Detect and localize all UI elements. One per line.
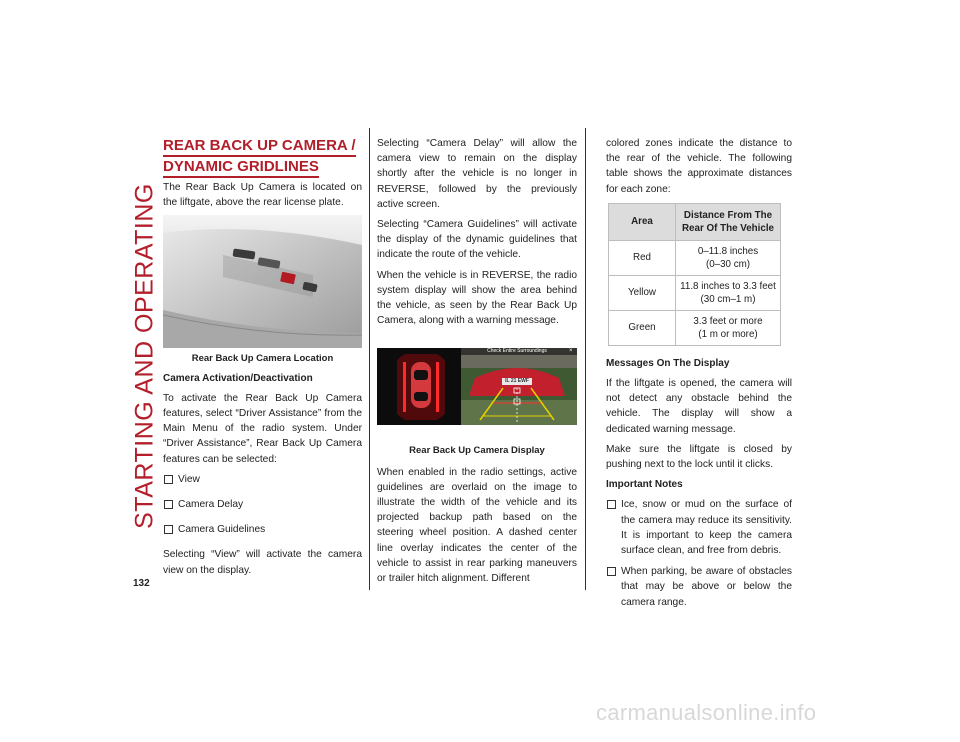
activation-paragraph: To activate the Rear Back Up Camera features, select “Driver Assistance” from the Main Menu of the radio system. Under “Driver Assistance”, Rear Back Up Camera features can be selected: (163, 392, 362, 465)
messages-subheading: Messages On The Display (606, 357, 730, 369)
activation-subheading: Camera Activation/Deactivation (163, 372, 313, 384)
license-plate: IL 21 EWF (505, 378, 529, 385)
table-row: Yellow 11.8 inches to 3.3 feet (30 cm–1 m) (609, 275, 781, 310)
note-ice-snow: Ice, snow or mud on the surface of the camera may reduce its sensitivity. It is important to keep the camera surface clean, and free from debris. (606, 497, 792, 558)
liftgate-paragraph: If the liftgate is opened, the camera will not detect any obstacle behind the vehicle. The display will show a dedicated warning message. (606, 378, 792, 435)
column-2 (377, 136, 577, 591)
checkbox-icon (164, 500, 173, 509)
table-row: Green 3.3 feet or more (1 m or more) (609, 310, 781, 345)
checkbox-icon (164, 475, 173, 484)
column-divider-2 (585, 128, 586, 590)
reverse-paragraph: When the vehicle is in REVERSE, the radio system display will show the area behind the vehicle, as seen by the Rear Back Up Camera, along with a warning message. (377, 269, 577, 327)
option-view: View (163, 472, 362, 487)
option-camera-guidelines: Camera Guidelines (163, 522, 362, 537)
intro-paragraph: The Rear Back Up Camera is located on the liftgate, above the rear license plate. (163, 182, 362, 209)
side-section-title: STARTING AND OPERATING (130, 182, 159, 529)
camera-location-figure (163, 215, 362, 348)
camera-guidelines-paragraph: Selecting “Camera Guidelines” will activate the display of the dynamic guidelines that indicate the route of the vehicle. (377, 219, 577, 261)
notes-subheading: Important Notes (606, 479, 683, 491)
checkbox-icon (164, 525, 173, 534)
section-heading: REAR BACK UP CAMERA / DYNAMIC GRIDLINES (163, 136, 362, 178)
guidelines-paragraph: When enabled in the radio settings, active guidelines are overlaid on the image to illustrate the width of the vehicle and its projected backup path based on the steering wheel position. A dashed center line overlay indicates the center of the vehicle to assist in rear parking maneuvers or trailer hitch alignment. Different (377, 466, 577, 585)
column-divider-1 (369, 128, 370, 590)
distance-table (608, 203, 781, 346)
figure-2-caption: Rear Back Up Camera Display (409, 445, 545, 457)
column-3 (606, 136, 792, 616)
table-header-distance: Distance From The Rear Of The Vehicle (676, 203, 781, 240)
close-icon[interactable]: × (569, 348, 573, 355)
figure-1-caption: Rear Back Up Camera Location (191, 353, 334, 365)
view-paragraph: Selecting “View” will activate the camera view on the display. (163, 549, 362, 576)
checkbox-icon (607, 500, 616, 509)
checkbox-icon (607, 567, 616, 576)
camera-delay-paragraph: Selecting “Camera Delay” will allow the camera view to remain on the display shortly after the vehicle is no longer in REVERSE, followed by the previously active screen. (377, 138, 577, 210)
camera-display-figure (377, 348, 577, 425)
option-camera-delay: Camera Delay (163, 497, 362, 512)
column-1 (163, 136, 362, 583)
watermark: carmanualsonline.info (596, 700, 817, 725)
page-number: 132 (133, 578, 150, 589)
table-header-area: Area (609, 203, 676, 240)
table-row: Red 0–11.8 inches (0–30 cm) (609, 240, 781, 275)
camera-warning-banner: Check Entire Surroundings (487, 348, 547, 355)
lock-paragraph: Make sure the liftgate is closed by pushing next to the lock until it clicks. (606, 443, 792, 471)
zones-paragraph: colored zones indicate the distance to the rear of the vehicle. The following table shows the approximate distances for each zone: (606, 138, 792, 195)
note-obstacles: When parking, be aware of obstacles that may be above or below the camera range. (606, 564, 792, 610)
